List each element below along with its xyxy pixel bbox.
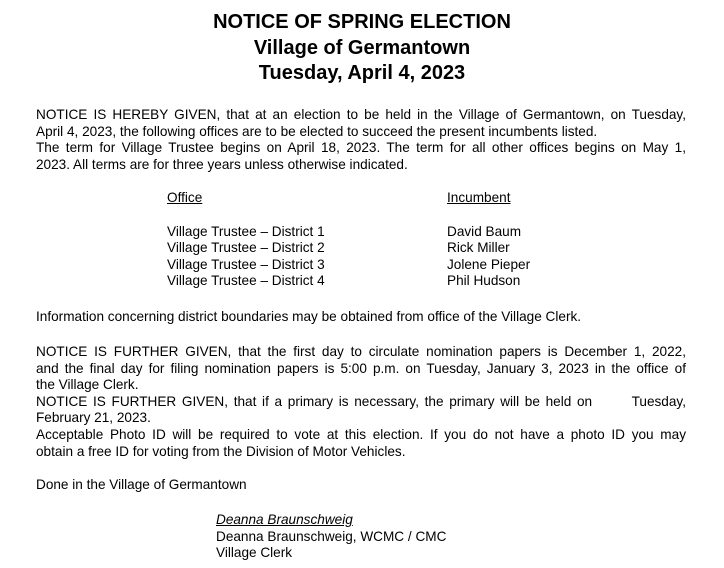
intro-line: The term for Village Trustee begins on April 18, 2023. The term for all other offices begins on May 1, (36, 140, 686, 156)
office-column-header: Office (167, 190, 203, 205)
incumbent-cell: Jolene Pieper (447, 256, 531, 272)
incumbent-column (447, 190, 607, 290)
nomination-line: NOTICE IS FURTHER GIVEN, that the first day to circulate nomination papers is December 1, 2022, (36, 344, 686, 359)
office-cell: Village Trustee – District 1 (167, 223, 325, 239)
intro-line: April 4, 2023, the following offices are to be elected to succeed the present incumbents listed. (36, 123, 598, 139)
intro-line: NOTICE IS HEREBY GIVEN, that at an election to be held in the Village of Germantown, on Tuesday, (36, 107, 686, 122)
signature-block (216, 512, 446, 562)
done-in-line: Done in the Village of Germantown (36, 477, 247, 492)
incumbent-cell: Rick Miller (447, 240, 510, 256)
incumbent-column-header: Incumbent (447, 190, 511, 205)
office-column (167, 190, 427, 290)
photo-id-line: obtain a free ID for voting from the Division of Motor Vehicles. (36, 443, 406, 459)
office-cell: Village Trustee – District 4 (167, 273, 325, 289)
primary-line: February 21, 2023. (36, 410, 151, 426)
election-date-heading: Tuesday, April 4, 2023 (258, 62, 466, 84)
notice-title: NOTICE OF SPRING ELECTION (213, 11, 511, 33)
signer-title: Village Clerk (216, 545, 293, 561)
office-cell: Village Trustee – District 2 (167, 240, 325, 256)
incumbent-cell: Phil Hudson (447, 273, 521, 289)
nomination-line: the Village Clerk. (36, 377, 139, 393)
primary-line: NOTICE IS FURTHER GIVEN, that if a primary is necessary, the primary will be held on Tuesday, (36, 393, 686, 409)
signer-name: Deanna Braunschweig, WCMC / CMC (216, 528, 447, 544)
district-info-line: Information concerning district boundaries may be obtained from office of the Village Clerk. (36, 309, 582, 324)
signature-script: Deanna Braunschweig (216, 512, 353, 527)
photo-id-line: Acceptable Photo ID will be required to vote at this election. If you do not have a photo ID you may (36, 426, 686, 442)
district-info-paragraph (36, 309, 686, 326)
intro-paragraph (36, 107, 686, 173)
office-cell: Village Trustee – District 3 (167, 256, 325, 272)
municipality-heading: Village of Germantown (253, 37, 471, 59)
nomination-paragraph (36, 344, 686, 460)
intro-line: 2023. All terms are for three years unless otherwise indicated. (36, 156, 408, 172)
done-in-paragraph (36, 477, 686, 494)
nomination-line: and the final day for filing nomination papers is 5:00 p.m. on Tuesday, January 3, 2023 in the office of (36, 360, 686, 376)
incumbent-cell: David Baum (447, 223, 522, 239)
